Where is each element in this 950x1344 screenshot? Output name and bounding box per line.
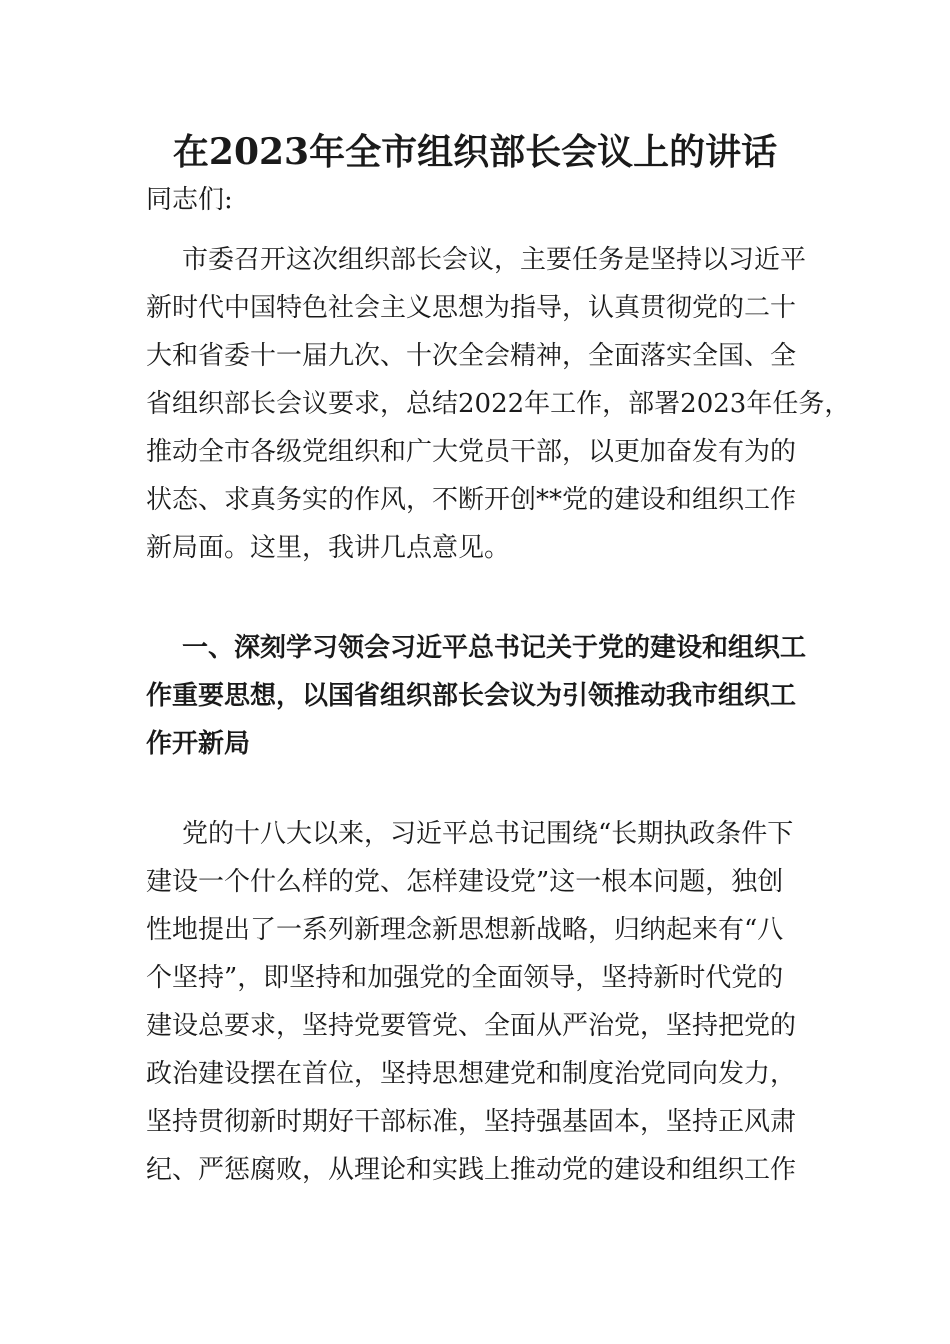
paragraph-line: 新时代中国特色社会主义思想为指导，认真贯彻党的二十 (146, 293, 797, 323)
paragraph-line: 坚持贯彻新时期好干部标准，坚持强基固本，坚持正风肃 (146, 1107, 797, 1137)
paragraph-line: 状态、求真务实的作风，不断开创**党的建设和组织工作 (146, 485, 797, 515)
paragraph-line: 党的十八大以来，习近平总书记围绕“长期执政条件下 (182, 819, 794, 849)
heading-line: 一、深刻学习领会习近平总书记关于党的建设和组织工 (182, 633, 807, 663)
paragraph-line: 新局面。这里，我讲几点意见。 (146, 533, 511, 563)
section-heading-1 (146, 624, 818, 768)
paragraph-line: 大和省委十一届九次、十次全会精神，全面落实全国、全 (146, 341, 797, 371)
paragraph-section-1 (146, 810, 818, 1194)
paragraph-line: 建设一个什么样的党、怎样建设党”这一根本问题，独创 (146, 867, 784, 897)
heading-line: 作开新局 (146, 729, 251, 759)
paragraph-line: 建设总要求，坚持党要管党、全面从严治党，坚持把党的 (146, 1011, 797, 1041)
paragraph-line: 政治建设摆在首位，坚持思想建党和制度治党同向发力， (146, 1059, 797, 1089)
paragraph-line: 纪、严惩腐败，从理论和实践上推动党的建设和组织工作 (146, 1155, 797, 1185)
paragraph-intro (146, 236, 851, 572)
paragraph-line: 推动全市各级党组织和广大党员干部，以更加奋发有为的 (146, 437, 797, 467)
paragraph-line: 性地提出了一系列新理念新思想新战略，归纳起来有“八 (146, 915, 784, 945)
heading-line: 作重要思想，以国省组织部长会议为引领推动我市组织工 (146, 681, 797, 711)
paragraph-line: 个坚持”，即坚持和加强党的全面领导，坚持新时代党的 (146, 963, 784, 993)
document-title: 在2023年全市组织部长会议上的讲话 (172, 131, 778, 173)
salutation: 同志们: (146, 185, 233, 215)
paragraph-line: 省组织部长会议要求，总结2022年工作，部署2023年任务， (146, 389, 851, 419)
paragraph-line: 市委召开这次组织部长会议，主要任务是坚持以习近平 (182, 245, 807, 275)
